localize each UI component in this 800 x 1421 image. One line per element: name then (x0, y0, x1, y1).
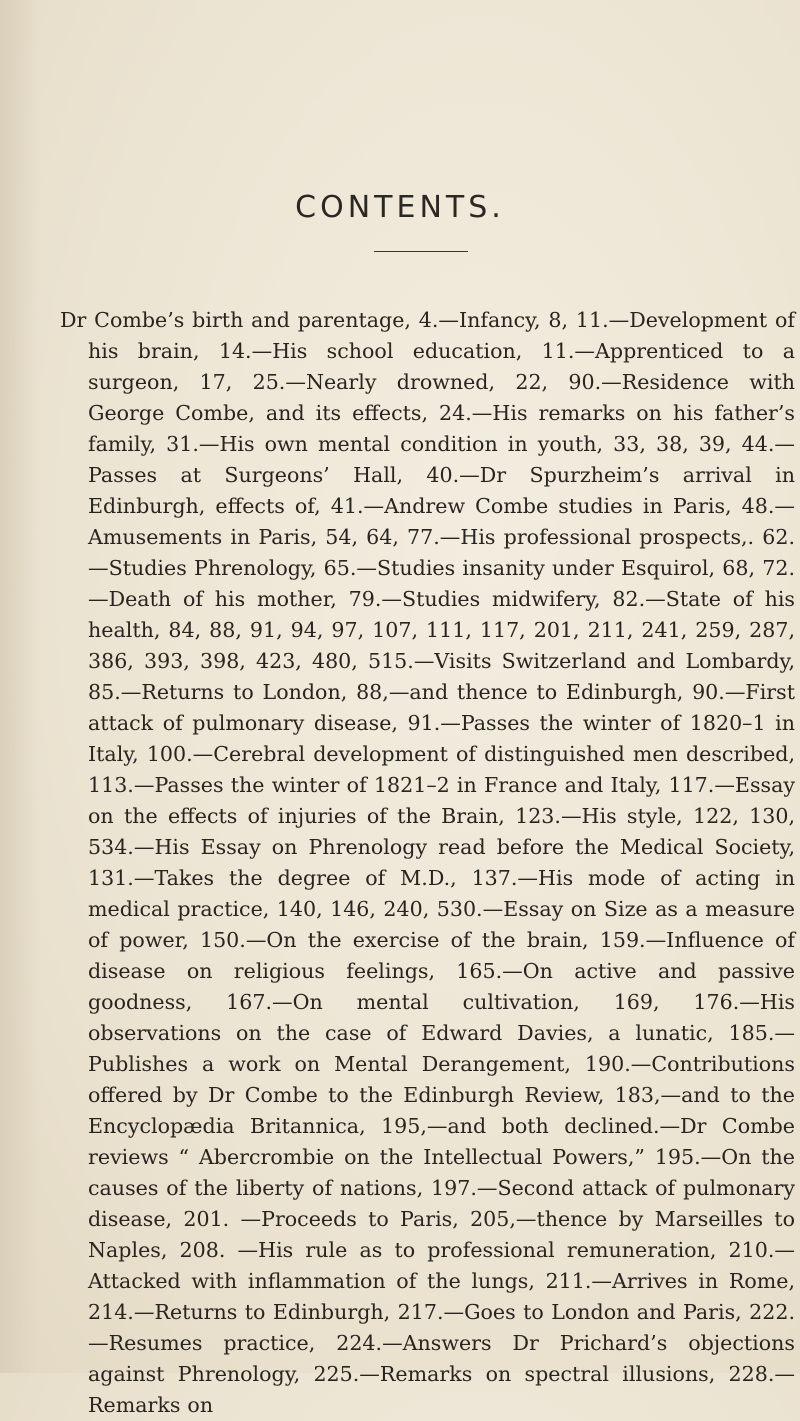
contents-paragraph: Dr Combe’s birth and parentage, 4.—Infancy, 8, 11.—Development of his brain, 14.—His school education, 11.—Apprenticed to a surgeon, 17, 25.—Nearly drowned, 22, 90.—Residence with George Combe, and its effects, 24.—His remarks on his father’s family, 31.—His own mental condition in youth, 33, 38, 39, 44.—Passes at Surgeons’ Hall, 40.—Dr Spurzheim’s arrival in Edinburgh, effects of, 41.—Andrew Combe studies in Paris, 48.—Amusements in Paris, 54, 64, 77.—His professional prospects,. 62.—Studies Phrenology, 65.—Studies insanity under Esquirol, 68, 72.—Death of his mother, 79.—Studies midwifery, 82.—State of his health, 84, 88, 91, 94, 97, 107, 111, 117, 201, 211, 241, 259, 287, 386, 393, 398, 423, 480, 515.—Visits Switzerland and Lombardy, 85.—Returns to London, 88,—and thence to Edinburgh, 90.—First attack of pulmonary disease, 91.—Passes the winter of 1820–1 in Italy, 100.—Cerebral development of distinguished men described, 113.—Passes the winter of 1821–2 in France and Italy, 117.—Essay on the effects of injuries of the Brain, 123.—His style, 122, 130, 534.—His Essay on Phrenology read before the Medical Society, 131.—Takes the degree of M.D., 137.—His mode of acting in medical practice, 140, 146, 240, 530.—Essay on Size as a measure of power, 150.—On the exercise of the brain, 159.—Influence of disease on religious feelings, 165.—On active and passive goodness, 167.—On mental cultivation, 169, 176.—His observations on the case of Edward Davies, a lunatic, 185.—Publishes a work on Mental Derangement, 190.—Contributions offered by Dr Combe to the Edinburgh Review, 183,—and to the Encyclopædia Britannica, 195,—and both declined.—Dr Combe reviews “ Abercrombie on the Intellectual Powers,” 195.—On the causes of the liberty of nations, 197.—Second attack of pulmonary disease, 201. —Proceeds to Paris, 205,—thence by Marseilles to Naples, 208. —His rule as to professional remuneration, 210.—Attacked with inflammation of the lungs, 211.—Arrives in Rome, 214.—Returns to Edinburgh, 217.—Goes to London and Paris, 222.—Resumes practice, 224.—Answers Dr Prichard’s objections against Phrenology, 225.—Remarks on spectral illusions, 228.—Remarks on (60, 308, 795, 1417)
contents-heading: CONTENTS. (295, 190, 505, 225)
heading-rule (374, 251, 468, 252)
